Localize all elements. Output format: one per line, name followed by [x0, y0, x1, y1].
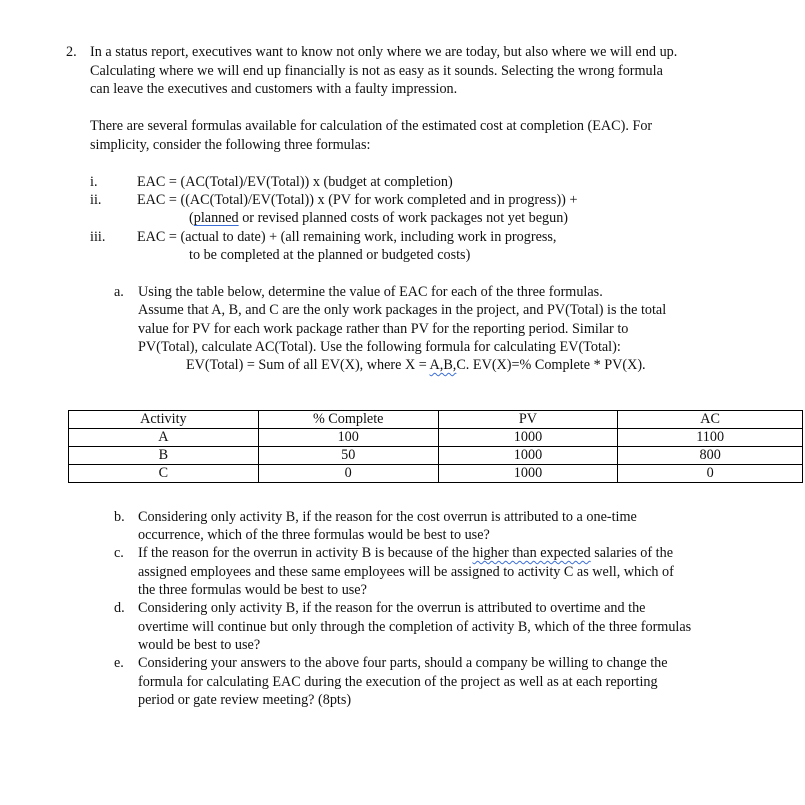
- data-table: [68, 410, 803, 483]
- table-header-complete: % Complete: [258, 411, 438, 429]
- part-b-line-2: occurrence, which of the three formulas would be best to use?: [138, 527, 490, 543]
- table-cell: B: [69, 447, 259, 465]
- part-a-line-1: Using the table below, determine the value of EAC for each of the three formulas.: [138, 284, 603, 300]
- table-cell: 1000: [438, 465, 618, 483]
- intro-line-1: In a status report, executives want to know not only where we are today, but also where we will end up.: [90, 44, 678, 60]
- ev-formula-pre: EV(Total) = Sum of all EV(X), where X =: [186, 357, 430, 373]
- formula-iii-continuation: to be completed at the planned or budgeted costs): [189, 247, 471, 263]
- table-cell: 1000: [438, 447, 618, 465]
- table-row: [69, 429, 803, 447]
- formulas-intro-line-1: There are several formulas available for calculation of the estimated cost at completion (EAC). For: [90, 118, 653, 134]
- table-cell: 800: [618, 447, 803, 465]
- part-c-line-3: the three formulas would be best to use?: [138, 582, 367, 598]
- part-c-line-2: assigned employees and these same employees will be assigned to activity C as well, which of: [138, 564, 674, 580]
- formula-ii-planned: planned: [193, 210, 239, 226]
- part-c-higher-than-expected: higher than expected: [472, 545, 591, 561]
- part-b-line-1: Considering only activity B, if the reason for the cost overrun is attributed to a one-time: [138, 509, 637, 525]
- ev-formula: [186, 356, 646, 374]
- part-a-label: a.: [114, 284, 124, 300]
- part-d-line-1: Considering only activity B, if the reason for the overrun is attributed to overtime and the: [138, 600, 646, 616]
- table-cell: 0: [618, 465, 803, 483]
- formula-iii-number: iii.: [90, 229, 106, 245]
- table-header-row: [69, 411, 803, 429]
- table-cell: C: [69, 465, 259, 483]
- table-header-activity: Activity: [69, 411, 259, 429]
- table-cell: 1100: [618, 429, 803, 447]
- table-row: [69, 465, 803, 483]
- formula-ii-text: EAC = ((AC(Total)/EV(Total)) x (PV for work completed and in progress)) +: [137, 192, 578, 208]
- part-c-line-1-pre: If the reason for the overrun in activity B is because of the: [138, 545, 473, 561]
- table-cell: 50: [258, 447, 438, 465]
- formula-iii-text: EAC = (actual to date) + (all remaining work, including work in progress,: [137, 229, 557, 245]
- part-e-line-1: Considering your answers to the above four parts, should a company be willing to change the: [138, 655, 668, 671]
- table-cell: 1000: [438, 429, 618, 447]
- ev-formula-post: C. EV(X)=% Complete * PV(X).: [456, 357, 646, 373]
- part-d-label: d.: [114, 600, 125, 616]
- part-b-label: b.: [114, 509, 125, 525]
- table-header-pv: PV: [438, 411, 618, 429]
- formula-ii-paren: (: [189, 210, 194, 226]
- formulas-intro-line-2: simplicity, consider the following three formulas:: [90, 137, 371, 153]
- intro-line-2: Calculating where we will end up financially is not as easy as it sounds. Selecting the wrong formula: [90, 63, 663, 79]
- part-d-line-2: overtime will continue but only through the completion of activity B, which of the three formulas: [138, 619, 692, 635]
- table-cell: 100: [258, 429, 438, 447]
- table-cell: A: [69, 429, 259, 447]
- part-d-line-3: would be best to use?: [138, 637, 261, 653]
- part-c-line-1: [138, 544, 673, 562]
- formula-i-number: i.: [90, 174, 98, 190]
- question-number: 2.: [66, 44, 77, 60]
- intro-line-3: can leave the executives and customers with a faulty impression.: [90, 81, 458, 97]
- ev-formula-abc: A,B,: [429, 357, 457, 373]
- part-a-line-3: value for PV for each work package rather than PV for the reporting period. Similar to: [138, 321, 629, 337]
- part-e-line-2: formula for calculating EAC during the execution of the project as well as at each reporting: [138, 674, 658, 690]
- table-row: [69, 447, 803, 465]
- part-a-line-4: PV(Total), calculate AC(Total). Use the following formula for calculating EV(Total):: [138, 339, 621, 355]
- table-cell: 0: [258, 465, 438, 483]
- formula-ii-rest: or revised planned costs of work packages not yet begun): [238, 210, 569, 226]
- formula-ii-number: ii.: [90, 192, 102, 208]
- part-c-label: c.: [114, 545, 124, 561]
- part-a-line-2: Assume that A, B, and C are the only work packages in the project, and PV(Total) is the total: [138, 302, 667, 318]
- formula-ii-continuation: [189, 209, 568, 227]
- part-c-line-1-post: salaries of the: [590, 545, 674, 561]
- formula-i-text: EAC = (AC(Total)/EV(Total)) x (budget at completion): [137, 174, 453, 190]
- table-header-ac: AC: [618, 411, 803, 429]
- part-e-line-3: period or gate review meeting? (8pts): [138, 692, 352, 708]
- part-e-label: e.: [114, 655, 124, 671]
